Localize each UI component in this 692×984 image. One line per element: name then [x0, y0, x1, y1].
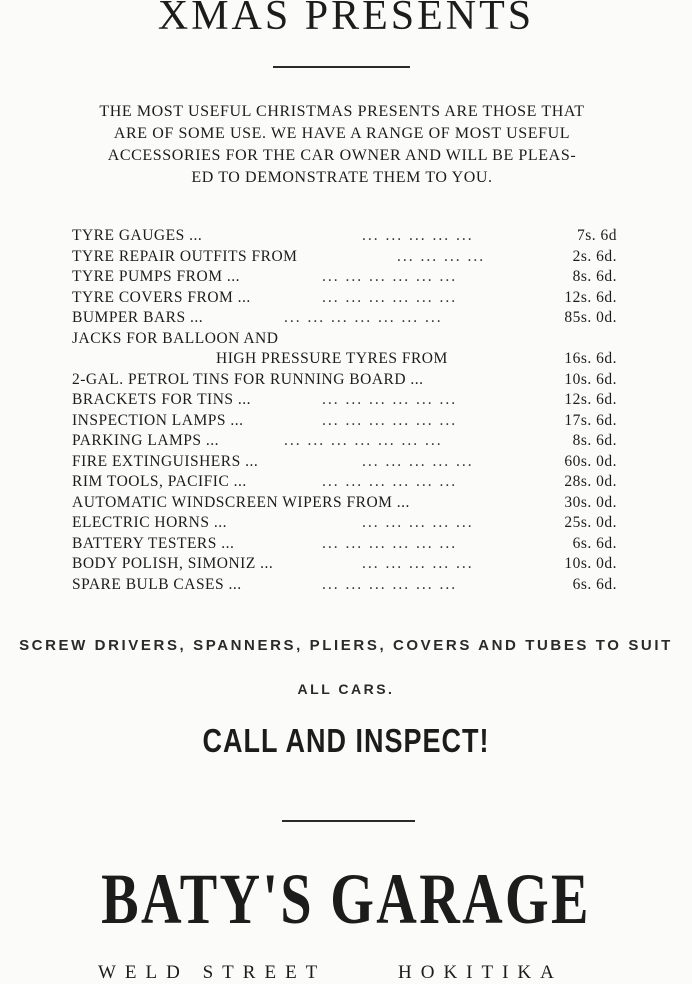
price-row: TYRE PUMPS FROM ... ... ... ... ... ... ... 8s. 6d. [72, 267, 617, 288]
item-name: BODY POLISH, SIMONIZ ... [72, 555, 274, 572]
item-name: ELECTRIC HORNS ... [72, 514, 227, 531]
price-row: TYRE REPAIR OUTFITS FROM ... ... ... ... 2s. 6d. [72, 247, 617, 268]
item-name: 2-GAL. PETROL TINS FOR RUNNING BOARD ... [72, 370, 424, 388]
price-row [72, 370, 617, 391]
item-name: HIGH PRESSURE TYRES FROM [216, 350, 448, 367]
item-name: TYRE PUMPS FROM ... [72, 268, 240, 285]
intro-line: ARE OF SOME USE. WE HAVE A RANGE OF MOST USEFUL [113, 125, 571, 142]
item-price: 60s. 0d. [564, 452, 617, 470]
item-price: 12s. 6d. [564, 288, 617, 306]
price-row: SPARE BULB CASES ... ... ... ... ... ... ... 6s. 6d. [72, 575, 617, 596]
item-price: 12s. 6d. [564, 391, 617, 408]
item-name: BATTERY TESTERS ... [72, 534, 235, 552]
item-name: SPARE BULB CASES ... [72, 575, 242, 593]
item-price: 28s. 0d. [564, 473, 617, 490]
item-price: 85s. 0d. [564, 309, 617, 326]
town-name: HOKITIKA [398, 962, 563, 983]
street-address: WELD STREET [98, 962, 327, 983]
price-row [72, 493, 617, 514]
price-row: PARKING LAMPS ... ... ... ... ... ... ... ... 8s. 6d. [72, 431, 617, 452]
item-name: RIM TOOLS, PACIFIC ... [72, 473, 247, 490]
price-row [72, 349, 617, 370]
intro-line: THE MOST USEFUL CHRISTMAS PRESENTS ARE THOSE THAT [99, 103, 585, 120]
price-row: ELECTRIC HORNS ... ... ... ... ... ... 25s. 0d. [72, 513, 617, 534]
item-name: INSPECTION LAMPS ... [72, 411, 244, 429]
item-price: 6s. 6d. [572, 575, 617, 593]
item-name: TYRE REPAIR OUTFITS FROM [72, 247, 298, 265]
price-row: TYRE COVERS FROM ... ... ... ... ... ... ... 12s. 6d. [72, 288, 617, 309]
price-row: BUMPER BARS ... ... ... ... ... ... ... ... 85s. 0d. [72, 308, 617, 329]
price-row: BRACKETS FOR TINS ... ... ... ... ... ... ... 12s. 6d. [72, 390, 617, 411]
item-price: 10s. 0d. [564, 555, 617, 572]
business-name: BATY'S GARAGE [101, 859, 591, 939]
price-row: INSPECTION LAMPS ... ... ... ... ... ... ... 17s. 6d. [72, 411, 617, 432]
accessories-line: SCREW DRIVERS, SPANNERS, PLIERS, COVERS AND TUBES TO SUIT [19, 637, 673, 654]
price-list [72, 226, 617, 595]
item-name: AUTOMATIC WINDSCREEN WIPERS FROM ... [72, 493, 410, 511]
item-price: 2s. 6d. [572, 247, 617, 265]
footer-rule [282, 820, 415, 822]
item-price: 30s. 0d. [564, 493, 617, 511]
item-price: 8s. 6d. [572, 268, 617, 285]
price-row: FIRE EXTINGUISHERS ... ... ... ... ... ... 60s. 0d. [72, 452, 617, 473]
item-price: 6s. 6d. [572, 534, 617, 552]
item-name: TYRE COVERS FROM ... [72, 288, 251, 306]
price-row: BODY POLISH, SIMONIZ ... ... ... ... ... ... 10s. 0d. [72, 554, 617, 575]
item-name: BRACKETS FOR TINS ... [72, 391, 252, 408]
ad-title: XMAS PRESENTS [157, 0, 535, 39]
item-price: 7s. 6d [576, 227, 617, 244]
item-name: FIRE EXTINGUISHERS ... [72, 452, 259, 470]
intro-paragraph [30, 101, 654, 189]
item-price: 17s. 6d. [564, 411, 617, 429]
call-to-action: CALL AND INSPECT! [202, 722, 490, 760]
price-row: RIM TOOLS, PACIFIC ... ... ... ... ... ... ... 28s. 0d. [72, 472, 617, 493]
item-price: 8s. 6d. [572, 432, 617, 449]
item-name: PARKING LAMPS ... [72, 432, 220, 449]
item-price: 25s. 0d. [564, 514, 617, 531]
item-name: TYRE GAUGES ... [72, 227, 203, 244]
item-price: 10s. 6d. [564, 370, 617, 388]
intro-line: ED TO DEMONSTRATE THEM TO YOU. [191, 169, 493, 186]
price-row [72, 329, 617, 350]
item-name: JACKS FOR BALLOON AND [72, 329, 279, 347]
item-price: 16s. 6d. [564, 350, 617, 367]
title-rule [273, 66, 410, 68]
accessories-line-2: ALL CARS. [297, 681, 395, 697]
price-row: BATTERY TESTERS ... ... ... ... ... ... ... 6s. 6d. [72, 534, 617, 555]
intro-line: ACCESSORIES FOR THE CAR OWNER AND WILL BE PLEAS- [107, 147, 577, 164]
price-row: TYRE GAUGES ... ... ... ... ... ... 7s. 6d [72, 226, 617, 247]
item-name: BUMPER BARS ... [72, 309, 204, 326]
